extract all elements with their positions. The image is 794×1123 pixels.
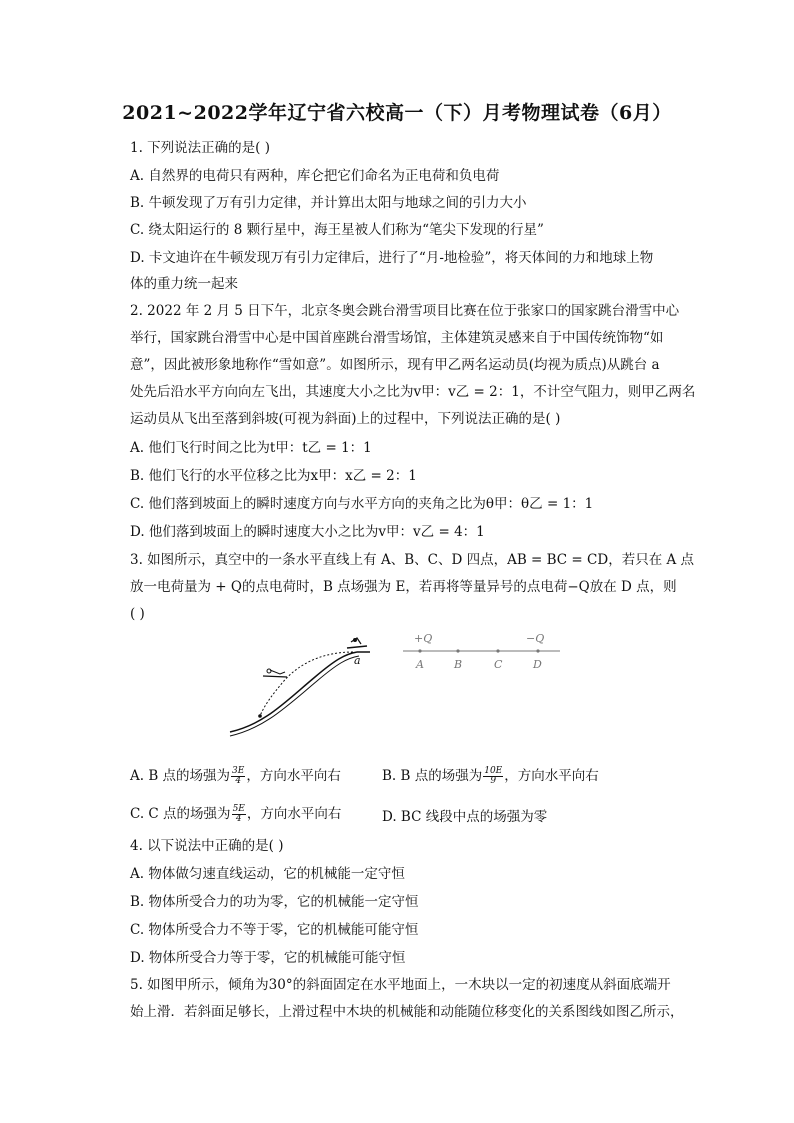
q1-option-d-cont: 体的重力统一起来 [130,276,238,292]
q1-option-c: C. 绕太阳运行的 8 颗行星中，海王星被人们称为“笔尖下发现的行星” [130,222,544,238]
q3-option-d: D. BC 线段中点的场强为零 [382,809,548,825]
point-c-label: C [494,658,503,671]
q4-option-b: B. 物体所受合力的功为零，它的机械能一定守恒 [130,894,419,910]
point-a-label: a [354,654,361,667]
q2-stem-line2: 举行，国家跳台滑雪中心是中国首座跳台滑雪场馆，主体建筑灵感来自于中国传统饰物“如 [130,330,664,346]
q3-option-a: A. B 点的场强为 $\frac{3E}{4}$ ，方向水平向右 [130,766,341,786]
q3-option-c: C. C 点的场强为 $\frac{5E}{4}$ ，方向水平向右 [130,804,342,824]
skier-left-icon [263,669,287,677]
q3-option-b: B. B 点的场强为 $\frac{10E}{9}$ ，方向水平向右 [382,766,599,786]
q5-stem-line1: 5. 如图甲所示，倾角为30°的斜面固定在水平地面上，一木块以一定的初速度从斜面底端开 [130,977,671,993]
skier-top-icon [347,638,367,648]
page-title: 2021~2022学年辽宁省六校高一（下）月考物理试卷（6月） [122,102,672,124]
q3-stem-line1: 3. 如图所示，真空中的一条水平直线上有 A、B、C、D 四点，AB = BC = CD，若只在 A 点 [130,552,695,568]
q2-option-b: B. 他们飞行的水平位移之比为x甲：x乙 = 2：1 [130,468,417,484]
q3-stem-line2: 放一电荷量为 + Q的点电荷时，B 点场强为 E，若再将等量异号的点电荷−Q放在 D 点，则 [130,579,677,595]
q4-option-d: D. 物体所受合力等于零，它的机械能可能守恒 [130,950,406,966]
ski-jump-figure [225,632,375,742]
charge-minus-label: −Q [526,632,545,645]
q4-option-c: C. 物体所受合力不等于零，它的机械能可能守恒 [130,922,419,938]
q2-stem-line3: 意”，因此被形象地称作“雪如意”。如图所示，现有甲乙两名运动员(均视为质点)从跳台 a [130,357,660,373]
point-a-label: A [416,658,424,671]
q2-option-a: A. 他们飞行时间之比为t甲：t乙 = 1：1 [130,440,372,456]
point-b-label: B [454,658,463,671]
q1-option-b: B. 牛顿发现了万有引力定律，并计算出太阳与地球之间的引力大小 [130,195,527,211]
charge-plus-label: +Q [414,632,433,645]
q1-stem: 1. 下列说法正确的是( ) [130,140,270,156]
q2-stem-line4: 处先后沿水平方向向左飞出，其速度大小之比为v甲：v乙 = 2：1，不计空气阻力，则甲乙两名 [130,384,696,400]
q5-stem-line2: 始上滑．若斜面足够长，上滑过程中木块的机械能和动能随位移变化的关系图线如图乙所示， [130,1004,684,1020]
q4-option-a: A. 物体做匀速直线运动，它的机械能一定守恒 [130,866,405,882]
q2-option-d: D. 他们落到坡面上的瞬时速度大小之比为v甲：v乙 = 4：1 [130,524,485,540]
charge-line-figure [398,628,563,674]
point-d-label: D [533,658,542,671]
q2-stem-line1: 2. 2022 年 2 月 5 日下午，北京冬奥会跳台滑雪项目比赛在位于张家口的国家跳台滑雪中心 [130,303,680,319]
q1-option-d: D. 卡文迪许在牛顿发现万有引力定律后，进行了“月-地检验”，将天体间的力和地球上物 [130,250,654,266]
q4-stem: 4. 以下说法中正确的是( ) [130,838,284,854]
q2-option-c: C. 他们落到坡面上的瞬时速度方向与水平方向的夹角之比为θ甲：θ乙 = 1：1 [130,496,594,512]
q1-option-a: A. 自然界的电荷只有两种，库仑把它们命名为正电荷和负电荷 [130,168,500,184]
q3-stem-line3: ( ) [130,606,145,622]
q2-stem-line5: 运动员从飞出至落到斜坡(可视为斜面)上的过程中，下列说法正确的是( ) [130,411,561,427]
